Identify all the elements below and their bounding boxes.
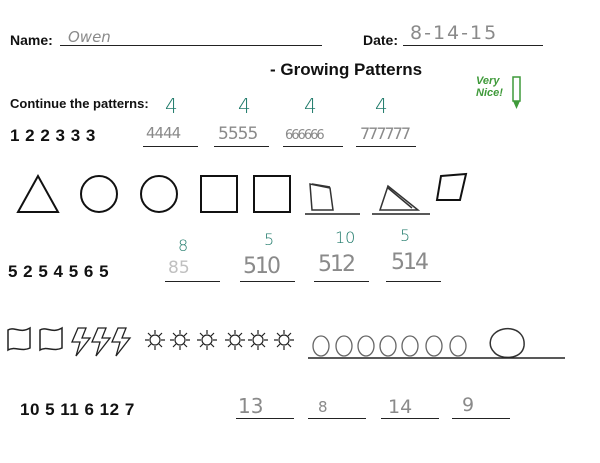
row1-answer-2: 5555 [218, 124, 258, 144]
row1-answer-4: 777777 [360, 124, 410, 143]
row3-answer-2: 510 [243, 254, 279, 279]
row5-answer-2: 8 [318, 398, 328, 416]
circle-shape [81, 176, 117, 212]
row5-answer-4: 9 [462, 394, 475, 416]
name-line [60, 45, 322, 46]
row3-answer-3: 512 [318, 252, 354, 277]
date-line [403, 45, 543, 46]
sun-icon [248, 330, 268, 350]
worksheet-title: - Growing Patterns [270, 60, 423, 79]
flag-icon [8, 328, 30, 350]
instructions: Continue the patterns: [10, 96, 149, 111]
drawn-square-shape [437, 174, 466, 200]
row1-blank-3 [283, 146, 343, 147]
date-label: Date: [363, 32, 399, 48]
row1-mark-4: 4 [375, 94, 388, 118]
sun-icon [170, 330, 190, 350]
row3-answer-4: 514 [391, 250, 427, 275]
flag-icon [40, 328, 62, 350]
stamp-line-2: Nice! [476, 87, 503, 99]
row3-blank-1 [165, 281, 220, 282]
sun-icon [197, 330, 217, 350]
row1-mark-3: 4 [304, 94, 317, 118]
circle-shape [141, 176, 177, 212]
row1-blank-1 [143, 146, 198, 147]
row3-answer-1: 85 [168, 258, 190, 278]
lightning-icon [72, 328, 90, 356]
row1-sequence: 1 2 2 3 3 3 [10, 126, 96, 145]
drawn-blob-shape [490, 329, 524, 358]
row3-mark-4: 5 [400, 226, 411, 245]
name-label: Name: [10, 32, 53, 48]
date-value: 8-14-15 [410, 22, 499, 44]
row3-blank-2 [240, 281, 295, 282]
drawn-square-shape [310, 184, 333, 210]
sun-icon [225, 330, 245, 350]
stamp-line-1: Very [476, 75, 500, 87]
row3-mark-2: 5 [264, 230, 275, 249]
row1-mark-1: 4 [165, 94, 178, 118]
sun-icon [145, 330, 165, 350]
drawn-triangle-shape [380, 186, 418, 210]
student-name: Owen [68, 28, 111, 46]
sun-icon [274, 330, 294, 350]
row1-blank-2 [214, 146, 269, 147]
row3-blank-4 [386, 281, 441, 282]
row5-blank-1 [236, 418, 294, 419]
row3-sequence: 5 2 5 4 5 6 5 [8, 262, 110, 281]
very-nice-stamp [476, 75, 524, 115]
row5-blank-2 [308, 418, 366, 419]
row3-blank-3 [314, 281, 369, 282]
row1-answer-1: 4444 [146, 124, 181, 142]
row1-blank-4 [356, 146, 416, 147]
square-shape [254, 176, 290, 212]
row5-blank-4 [452, 418, 510, 419]
lightning-icon [112, 328, 130, 356]
square-shape [201, 176, 237, 212]
row5-answer-3: 14 [388, 396, 413, 418]
row2-shapes [0, 170, 600, 230]
triangle-shape [18, 176, 58, 212]
row4-icons [0, 320, 600, 370]
row3-mark-3: 10 [335, 228, 356, 247]
row1-answer-3: 666666 [285, 128, 323, 143]
row4-drawn-circles [313, 336, 466, 356]
row5-blank-3 [381, 418, 439, 419]
row5-sequence: 10 5 11 6 12 7 [20, 400, 135, 419]
row5-answer-1: 13 [238, 394, 264, 418]
lightning-icon [92, 328, 110, 356]
row3-mark-1: 8 [178, 236, 189, 255]
row1-mark-2: 4 [238, 94, 251, 118]
pencil-icon [510, 75, 524, 111]
